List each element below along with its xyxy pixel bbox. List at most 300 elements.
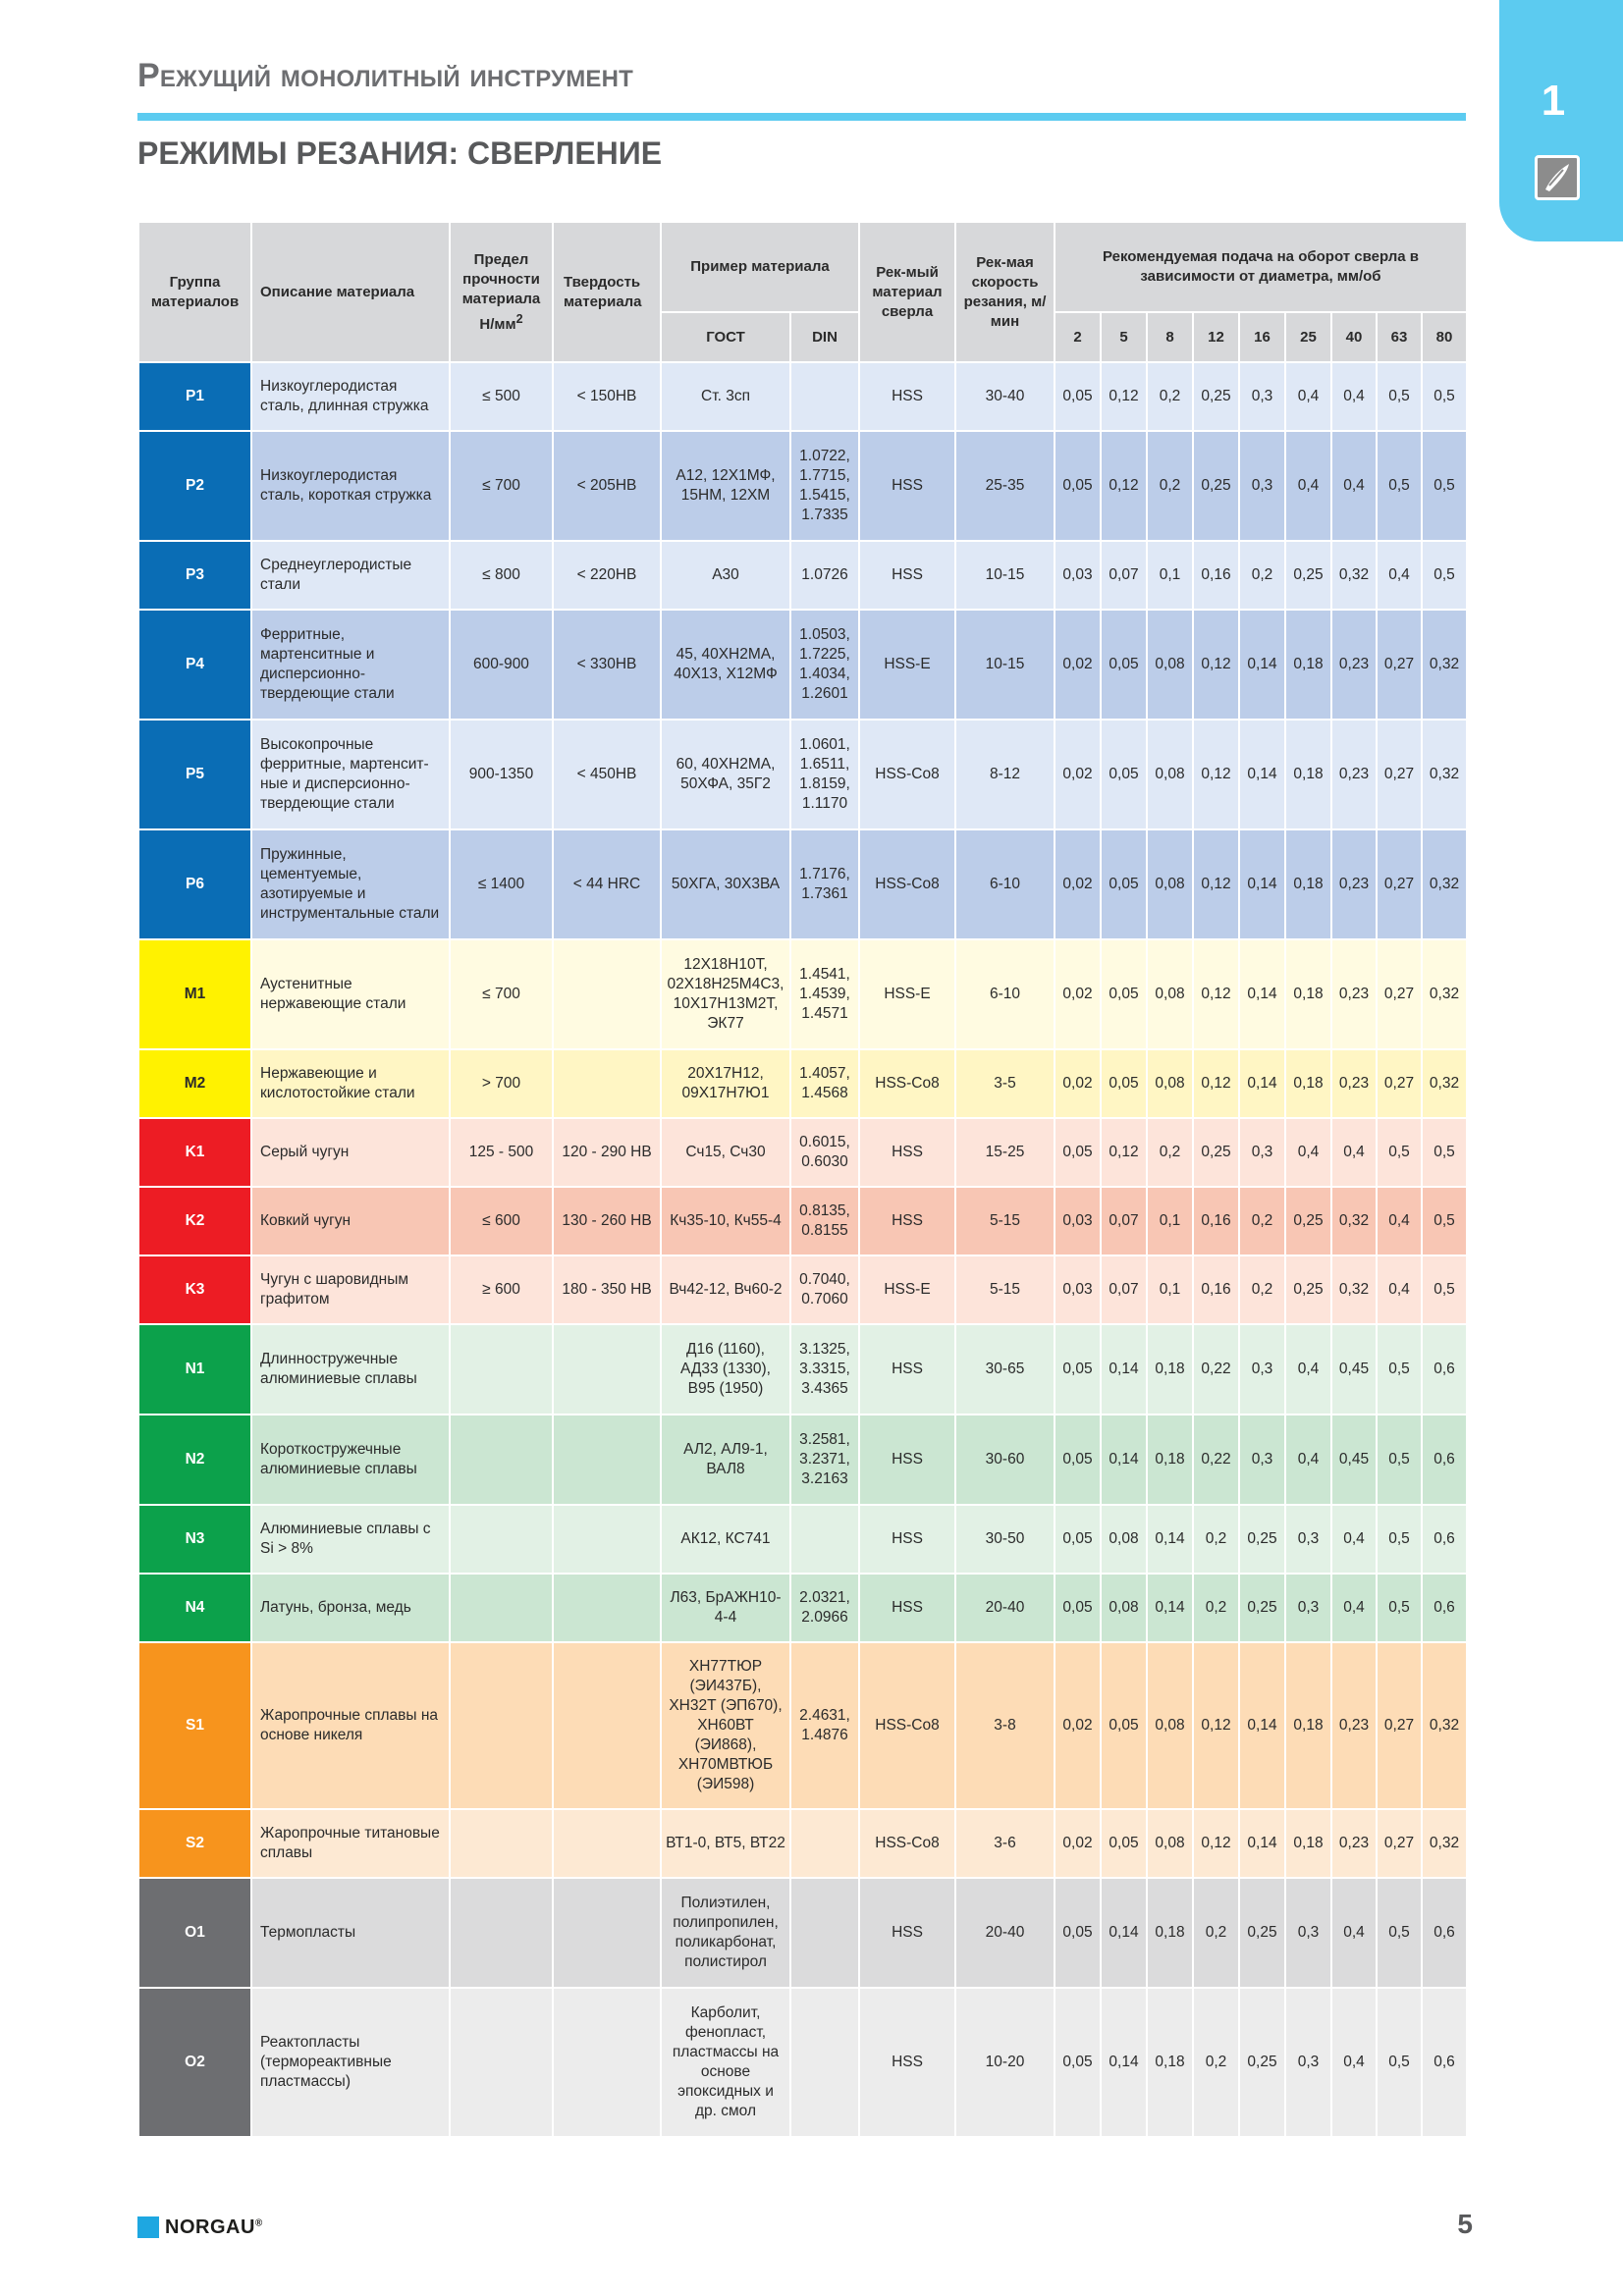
strength-cell: [450, 1809, 553, 1878]
feed-cell: 0,5: [1422, 541, 1467, 610]
group-cell: O2: [138, 1988, 251, 2137]
feed-cell: 0,25: [1239, 1878, 1285, 1988]
feed-cell: 0,18: [1285, 939, 1331, 1049]
feed-cell: 0,3: [1285, 1505, 1331, 1574]
description-cell: Алюминиевые сплавы с Si > 8%: [251, 1505, 450, 1574]
drill-material-cell: HSS: [859, 1324, 955, 1415]
drill-material-cell: HSS: [859, 1878, 955, 1988]
feed-cell: 0,05: [1055, 1505, 1101, 1574]
brand-name: NORGAU: [165, 2216, 255, 2238]
feed-cell: 0,25: [1239, 1505, 1285, 1574]
description-cell: Чугун с шаровидным графитом: [251, 1255, 450, 1324]
description-cell: Серый чугун: [251, 1118, 450, 1187]
brand-mark: ®: [254, 2217, 263, 2229]
feed-cell: 0,02: [1055, 610, 1101, 720]
strength-cell: 900-1350: [450, 720, 553, 829]
table-row: [138, 1415, 1467, 1505]
drill-material-cell: HSS-Co8: [859, 1049, 955, 1118]
table-row: [138, 1324, 1467, 1415]
feed-cell: 0,14: [1239, 720, 1285, 829]
feed-cell: 0,27: [1377, 1809, 1422, 1878]
speed-cell: 5-15: [955, 1187, 1055, 1255]
feed-cell: 0,14: [1239, 610, 1285, 720]
drill-material-cell: HSS-E: [859, 610, 955, 720]
gost-cell: 12Х18Н10Т, 02Х18Н25М4С3, 10Х17Н13М2Т, ЭК77: [661, 939, 790, 1049]
table-row: [138, 1878, 1467, 1988]
hardness-cell: [553, 1505, 661, 1574]
feed-cell: 0,3: [1239, 431, 1285, 541]
feed-cell: 0,08: [1147, 1049, 1193, 1118]
speed-cell: 20-40: [955, 1878, 1055, 1988]
strength-cell: ≤ 700: [450, 431, 553, 541]
feed-cell: 0,5: [1377, 1878, 1422, 1988]
feed-cell: 0,32: [1422, 1049, 1467, 1118]
feed-cell: 0,18: [1147, 1988, 1193, 2137]
feed-cell: 0,4: [1331, 362, 1377, 431]
header-diameter: 16: [1239, 312, 1285, 362]
table-body: [138, 362, 1467, 2137]
gost-cell: Л63, БрАЖН10-4-4: [661, 1574, 790, 1642]
description-cell: Пружинные, цементуемые, азотируемые и инструментальные стали: [251, 829, 450, 939]
din-cell: [790, 1809, 859, 1878]
din-cell: 3.1325, 3.3315, 3.4365: [790, 1324, 859, 1415]
feed-cell: 0,5: [1377, 1574, 1422, 1642]
table-row: [138, 1118, 1467, 1187]
feed-cell: 0,03: [1055, 1187, 1101, 1255]
speed-cell: 30-60: [955, 1415, 1055, 1505]
feed-cell: 0,4: [1331, 1118, 1377, 1187]
feed-cell: 0,08: [1147, 720, 1193, 829]
din-cell: 1.0726: [790, 541, 859, 610]
feed-cell: 0,05: [1055, 1574, 1101, 1642]
feed-cell: 0,14: [1101, 1878, 1147, 1988]
feed-cell: 0,23: [1331, 1049, 1377, 1118]
speed-cell: 10-15: [955, 541, 1055, 610]
feed-cell: 0,18: [1285, 1642, 1331, 1809]
section-title: РЕЖИМЫ РЕЗАНИЯ: СВЕРЛЕНИЕ: [137, 135, 663, 171]
hardness-cell: < 450HB: [553, 720, 661, 829]
drill-material-cell: HSS: [859, 1574, 955, 1642]
feed-cell: 0,27: [1377, 720, 1422, 829]
feed-cell: 0,27: [1377, 1642, 1422, 1809]
header-example: Пример материала: [661, 222, 859, 312]
feed-cell: 0,12: [1193, 1642, 1239, 1809]
feed-cell: 0,12: [1193, 1809, 1239, 1878]
feed-cell: 0,32: [1331, 1255, 1377, 1324]
feed-cell: 0,4: [1285, 1118, 1331, 1187]
feed-cell: 0,07: [1101, 541, 1147, 610]
feed-cell: 0,5: [1422, 1255, 1467, 1324]
drill-material-cell: HSS: [859, 1118, 955, 1187]
group-cell: P4: [138, 610, 251, 720]
feed-cell: 0,5: [1422, 362, 1467, 431]
strength-cell: ≤ 500: [450, 362, 553, 431]
feed-cell: 0,14: [1101, 1415, 1147, 1505]
description-cell: Нержавеющие и кислотостойкие стали: [251, 1049, 450, 1118]
feed-cell: 0,4: [1285, 362, 1331, 431]
speed-cell: 30-65: [955, 1324, 1055, 1415]
strength-cell: > 700: [450, 1049, 553, 1118]
chapter-tab[interactable]: [1499, 0, 1623, 241]
feed-cell: 0,12: [1193, 1049, 1239, 1118]
group-cell: M2: [138, 1049, 251, 1118]
strength-cell: ≤ 800: [450, 541, 553, 610]
gost-cell: ВТ1-0, ВТ5, ВТ22: [661, 1809, 790, 1878]
feed-cell: 0,2: [1147, 431, 1193, 541]
table-row: [138, 939, 1467, 1049]
description-cell: Ферритные, мартенситные и дисперсионно-твердеющие стали: [251, 610, 450, 720]
feed-cell: 0,32: [1422, 1642, 1467, 1809]
feed-cell: 0,05: [1101, 1049, 1147, 1118]
feed-cell: 0,5: [1377, 362, 1422, 431]
feed-cell: 0,23: [1331, 939, 1377, 1049]
din-cell: 3.2581, 3.2371, 3.2163: [790, 1415, 859, 1505]
description-cell: Низкоуглеродистая сталь, короткая стружка: [251, 431, 450, 541]
feed-cell: 0,25: [1193, 1118, 1239, 1187]
gost-cell: А30: [661, 541, 790, 610]
feed-cell: 0,14: [1101, 1324, 1147, 1415]
group-cell: O1: [138, 1878, 251, 1988]
feed-cell: 0,02: [1055, 1642, 1101, 1809]
feed-cell: 0,4: [1377, 1255, 1422, 1324]
hardness-cell: [553, 1574, 661, 1642]
feed-cell: 0,05: [1101, 939, 1147, 1049]
feed-cell: 0,25: [1193, 362, 1239, 431]
feed-cell: 0,23: [1331, 1642, 1377, 1809]
feed-cell: 0,22: [1193, 1415, 1239, 1505]
drill-material-cell: HSS-E: [859, 1255, 955, 1324]
strength-cell: [450, 1505, 553, 1574]
speed-cell: 8-12: [955, 720, 1055, 829]
feed-cell: 0,05: [1055, 1878, 1101, 1988]
strength-cell: ≥ 600: [450, 1255, 553, 1324]
hardness-cell: < 220HB: [553, 541, 661, 610]
feed-cell: 0,05: [1101, 1642, 1147, 1809]
hardness-cell: [553, 1988, 661, 2137]
feed-cell: 0,6: [1422, 1574, 1467, 1642]
speed-cell: 10-20: [955, 1988, 1055, 2137]
feed-cell: 0,2: [1193, 1878, 1239, 1988]
feed-cell: 0,05: [1055, 1415, 1101, 1505]
feed-cell: 0,4: [1377, 541, 1422, 610]
feed-cell: 0,5: [1377, 1415, 1422, 1505]
feed-cell: 0,08: [1147, 939, 1193, 1049]
header-hardness: Твердость материала: [553, 222, 661, 362]
feed-cell: 0,2: [1239, 1187, 1285, 1255]
table-row: [138, 829, 1467, 939]
feed-cell: 0,2: [1193, 1988, 1239, 2137]
feed-cell: 0,05: [1101, 829, 1147, 939]
header-description: Описание материала: [251, 222, 450, 362]
feed-cell: 0,6: [1422, 1878, 1467, 1988]
description-cell: Высокопрочные ферритные, мартенсит-ные и дисперсионно-твердеющие стали: [251, 720, 450, 829]
gost-cell: 45, 40ХН2МА, 40Х13, Х12МФ: [661, 610, 790, 720]
header-diameter: 5: [1101, 312, 1147, 362]
description-cell: Жаропрочные сплавы на основе никеля: [251, 1642, 450, 1809]
table-row: [138, 1049, 1467, 1118]
speed-cell: 15-25: [955, 1118, 1055, 1187]
feed-cell: 0,2: [1147, 362, 1193, 431]
feed-cell: 0,5: [1422, 1187, 1467, 1255]
feed-cell: 0,5: [1377, 431, 1422, 541]
feed-cell: 0,14: [1147, 1574, 1193, 1642]
din-cell: 2.0321, 2.0966: [790, 1574, 859, 1642]
feed-cell: 0,32: [1422, 829, 1467, 939]
speed-cell: 5-15: [955, 1255, 1055, 1324]
strength-cell: [450, 1878, 553, 1988]
feed-cell: 0,1: [1147, 1255, 1193, 1324]
feed-cell: 0,14: [1239, 939, 1285, 1049]
group-cell: K1: [138, 1118, 251, 1187]
feed-cell: 0,2: [1147, 1118, 1193, 1187]
din-cell: 0.8135, 0.8155: [790, 1187, 859, 1255]
feed-cell: 0,12: [1101, 431, 1147, 541]
strength-cell: 600-900: [450, 610, 553, 720]
feed-cell: 0,12: [1193, 610, 1239, 720]
feed-cell: 0,02: [1055, 1049, 1101, 1118]
feed-cell: 0,3: [1239, 1324, 1285, 1415]
din-cell: 0.7040, 0.7060: [790, 1255, 859, 1324]
page-header-title: Режущий монолитный инструмент: [137, 57, 634, 94]
hardness-cell: < 330HB: [553, 610, 661, 720]
din-cell: 1.7176, 1.7361: [790, 829, 859, 939]
feed-cell: 0,1: [1147, 541, 1193, 610]
feed-cell: 0,02: [1055, 720, 1101, 829]
feed-cell: 0,05: [1055, 1988, 1101, 2137]
strength-cell: ≤ 600: [450, 1187, 553, 1255]
table-row: [138, 1988, 1467, 2137]
feed-cell: 0,6: [1422, 1324, 1467, 1415]
feed-cell: 0,5: [1377, 1988, 1422, 2137]
feed-cell: 0,1: [1147, 1187, 1193, 1255]
speed-cell: 30-50: [955, 1505, 1055, 1574]
brand-square-icon: [137, 2216, 159, 2238]
feed-cell: 0,3: [1239, 362, 1285, 431]
feed-cell: 0,5: [1377, 1118, 1422, 1187]
feed-cell: 0,18: [1285, 829, 1331, 939]
din-cell: [790, 1878, 859, 1988]
feed-cell: 0,25: [1239, 1988, 1285, 2137]
feed-cell: 0,32: [1422, 720, 1467, 829]
header-diameter: 40: [1331, 312, 1377, 362]
gost-cell: 50ХГА, 30Х3ВА: [661, 829, 790, 939]
drill-material-cell: HSS-Co8: [859, 720, 955, 829]
feed-cell: 0,18: [1285, 720, 1331, 829]
description-cell: Латунь, бронза, медь: [251, 1574, 450, 1642]
feed-cell: 0,3: [1285, 1878, 1331, 1988]
table-row: [138, 1574, 1467, 1642]
strength-cell: ≤ 1400: [450, 829, 553, 939]
hardness-cell: 120 - 290 HB: [553, 1118, 661, 1187]
feed-cell: 0,27: [1377, 939, 1422, 1049]
hardness-cell: [553, 1415, 661, 1505]
feed-cell: 0,2: [1239, 1255, 1285, 1324]
feed-cell: 0,32: [1331, 541, 1377, 610]
header-diameter: 2: [1055, 312, 1101, 362]
feed-cell: 0,23: [1331, 610, 1377, 720]
feed-cell: 0,4: [1331, 1574, 1377, 1642]
feed-cell: 0,03: [1055, 1255, 1101, 1324]
header-speed: Рек-мая скорость резания, м/мин: [955, 222, 1055, 362]
strength-cell: 125 - 500: [450, 1118, 553, 1187]
feed-cell: 0,4: [1285, 1324, 1331, 1415]
feed-cell: 0,3: [1285, 1988, 1331, 2137]
strength-cell: [450, 1324, 553, 1415]
hardness-cell: [553, 1049, 661, 1118]
gost-cell: Сч15, Сч30: [661, 1118, 790, 1187]
group-cell: K2: [138, 1187, 251, 1255]
speed-cell: 20-40: [955, 1574, 1055, 1642]
din-cell: [790, 362, 859, 431]
description-cell: Аустенитные нержавеющие стали: [251, 939, 450, 1049]
feed-cell: 0,14: [1147, 1505, 1193, 1574]
gost-cell: А12, 12Х1МФ, 15НМ, 12ХМ: [661, 431, 790, 541]
feed-cell: 0,18: [1147, 1415, 1193, 1505]
table-row: [138, 1642, 1467, 1809]
feed-cell: 0,08: [1101, 1574, 1147, 1642]
group-cell: P2: [138, 431, 251, 541]
din-cell: 0.6015, 0.6030: [790, 1118, 859, 1187]
hardness-cell: < 205HB: [553, 431, 661, 541]
drill-material-cell: HSS: [859, 1505, 955, 1574]
feed-cell: 0,23: [1331, 829, 1377, 939]
hardness-cell: [553, 1324, 661, 1415]
drill-icon: [1535, 155, 1580, 200]
gost-cell: 60, 40ХН2МА, 50ХФА, 35Г2: [661, 720, 790, 829]
feed-cell: 0,32: [1422, 1809, 1467, 1878]
header-feed: Рекомендуемая подача на оборот сверла в зависимости от диаметра, мм/об: [1055, 222, 1467, 312]
feed-cell: 0,4: [1331, 431, 1377, 541]
feed-cell: 0,14: [1101, 1988, 1147, 2137]
feed-cell: 0,4: [1331, 1505, 1377, 1574]
feed-cell: 0,03: [1055, 541, 1101, 610]
drill-material-cell: HSS-E: [859, 939, 955, 1049]
gost-cell: Д16 (1160), АД33 (1330), В95 (1950): [661, 1324, 790, 1415]
din-cell: 1.0503, 1.7225, 1.4034, 1.2601: [790, 610, 859, 720]
feed-cell: 0,08: [1147, 1809, 1193, 1878]
feed-cell: 0,02: [1055, 1809, 1101, 1878]
drill-material-cell: HSS-Co8: [859, 1642, 955, 1809]
feed-cell: 0,16: [1193, 541, 1239, 610]
din-cell: [790, 1988, 859, 2137]
gost-cell: 20Х17Н12, 09Х17Н7Ю1: [661, 1049, 790, 1118]
feed-cell: 0,14: [1239, 829, 1285, 939]
feed-cell: 0,4: [1285, 431, 1331, 541]
hardness-cell: [553, 1809, 661, 1878]
table-row: [138, 1255, 1467, 1324]
feed-cell: 0,4: [1377, 1187, 1422, 1255]
header-gost: ГОСТ: [661, 312, 790, 362]
group-cell: N3: [138, 1505, 251, 1574]
group-cell: P6: [138, 829, 251, 939]
feed-cell: 0,6: [1422, 1988, 1467, 2137]
feed-cell: 0,4: [1285, 1415, 1331, 1505]
feed-cell: 0,16: [1193, 1187, 1239, 1255]
feed-cell: 0,4: [1331, 1878, 1377, 1988]
feed-cell: 0,08: [1147, 610, 1193, 720]
group-cell: S1: [138, 1642, 251, 1809]
feed-cell: 0,45: [1331, 1415, 1377, 1505]
feed-cell: 0,5: [1377, 1324, 1422, 1415]
din-cell: 1.4541, 1.4539, 1.4571: [790, 939, 859, 1049]
strength-cell: [450, 1988, 553, 2137]
chapter-number: 1: [1541, 77, 1566, 125]
feed-cell: 0,05: [1101, 1809, 1147, 1878]
din-cell: [790, 1505, 859, 1574]
feed-cell: 0,32: [1422, 610, 1467, 720]
table-row: [138, 362, 1467, 431]
speed-cell: 6-10: [955, 829, 1055, 939]
feed-cell: 0,45: [1331, 1324, 1377, 1415]
feed-cell: 0,27: [1377, 1049, 1422, 1118]
header-group: Группа материалов: [138, 222, 251, 362]
din-cell: 1.4057, 1.4568: [790, 1049, 859, 1118]
header-diameter: 80: [1422, 312, 1467, 362]
table-row: [138, 1809, 1467, 1878]
feed-cell: 0,23: [1331, 1809, 1377, 1878]
gost-cell: Полиэтилен, полипропилен, поликарбонат, полистирол: [661, 1878, 790, 1988]
din-cell: 1.0722, 1.7715, 1.5415, 1.7335: [790, 431, 859, 541]
feed-cell: 0,5: [1422, 1118, 1467, 1187]
gost-cell: АК12, КС741: [661, 1505, 790, 1574]
description-cell: Короткостружечные алюминиевые сплавы: [251, 1415, 450, 1505]
feed-cell: 0,08: [1101, 1505, 1147, 1574]
feed-cell: 0,02: [1055, 829, 1101, 939]
description-cell: Термопласты: [251, 1878, 450, 1988]
drill-material-cell: HSS-Co8: [859, 829, 955, 939]
strength-cell: ≤ 700: [450, 939, 553, 1049]
feed-cell: 0,25: [1285, 1255, 1331, 1324]
speed-cell: 3-6: [955, 1809, 1055, 1878]
speed-cell: 30-40: [955, 362, 1055, 431]
feed-cell: 0,02: [1055, 939, 1101, 1049]
description-cell: Реактопласты (термореактивные пластмассы): [251, 1988, 450, 2137]
feed-cell: 0,18: [1285, 1809, 1331, 1878]
hardness-cell: 180 - 350 HB: [553, 1255, 661, 1324]
feed-cell: 0,25: [1285, 1187, 1331, 1255]
speed-cell: 3-5: [955, 1049, 1055, 1118]
hardness-cell: 130 - 260 HB: [553, 1187, 661, 1255]
drill-material-cell: HSS-Co8: [859, 1809, 955, 1878]
feed-cell: 0,3: [1239, 1415, 1285, 1505]
feed-cell: 0,25: [1239, 1574, 1285, 1642]
feed-cell: 0,12: [1193, 939, 1239, 1049]
drill-material-cell: HSS: [859, 1415, 955, 1505]
group-cell: K3: [138, 1255, 251, 1324]
drill-material-cell: HSS: [859, 1988, 955, 2137]
feed-cell: 0,18: [1147, 1324, 1193, 1415]
table-row: [138, 1505, 1467, 1574]
speed-cell: 25-35: [955, 431, 1055, 541]
feed-cell: 0,6: [1422, 1505, 1467, 1574]
header-strength: Предел прочности материала $Н/мм^2$: [450, 222, 553, 362]
feed-cell: 0,14: [1239, 1049, 1285, 1118]
feed-cell: 0,05: [1055, 1324, 1101, 1415]
feed-cell: 0,5: [1377, 1505, 1422, 1574]
table-row: [138, 1187, 1467, 1255]
table-row: [138, 541, 1467, 610]
feed-cell: 0,14: [1239, 1809, 1285, 1878]
drill-material-cell: HSS: [859, 1187, 955, 1255]
speed-cell: 6-10: [955, 939, 1055, 1049]
feed-cell: 0,07: [1101, 1255, 1147, 1324]
feed-cell: 0,5: [1422, 431, 1467, 541]
feed-cell: 0,25: [1285, 541, 1331, 610]
group-cell: S2: [138, 1809, 251, 1878]
group-cell: N2: [138, 1415, 251, 1505]
header-drill-material: Рек-мый материал сверла: [859, 222, 955, 362]
feed-cell: 0,12: [1101, 1118, 1147, 1187]
